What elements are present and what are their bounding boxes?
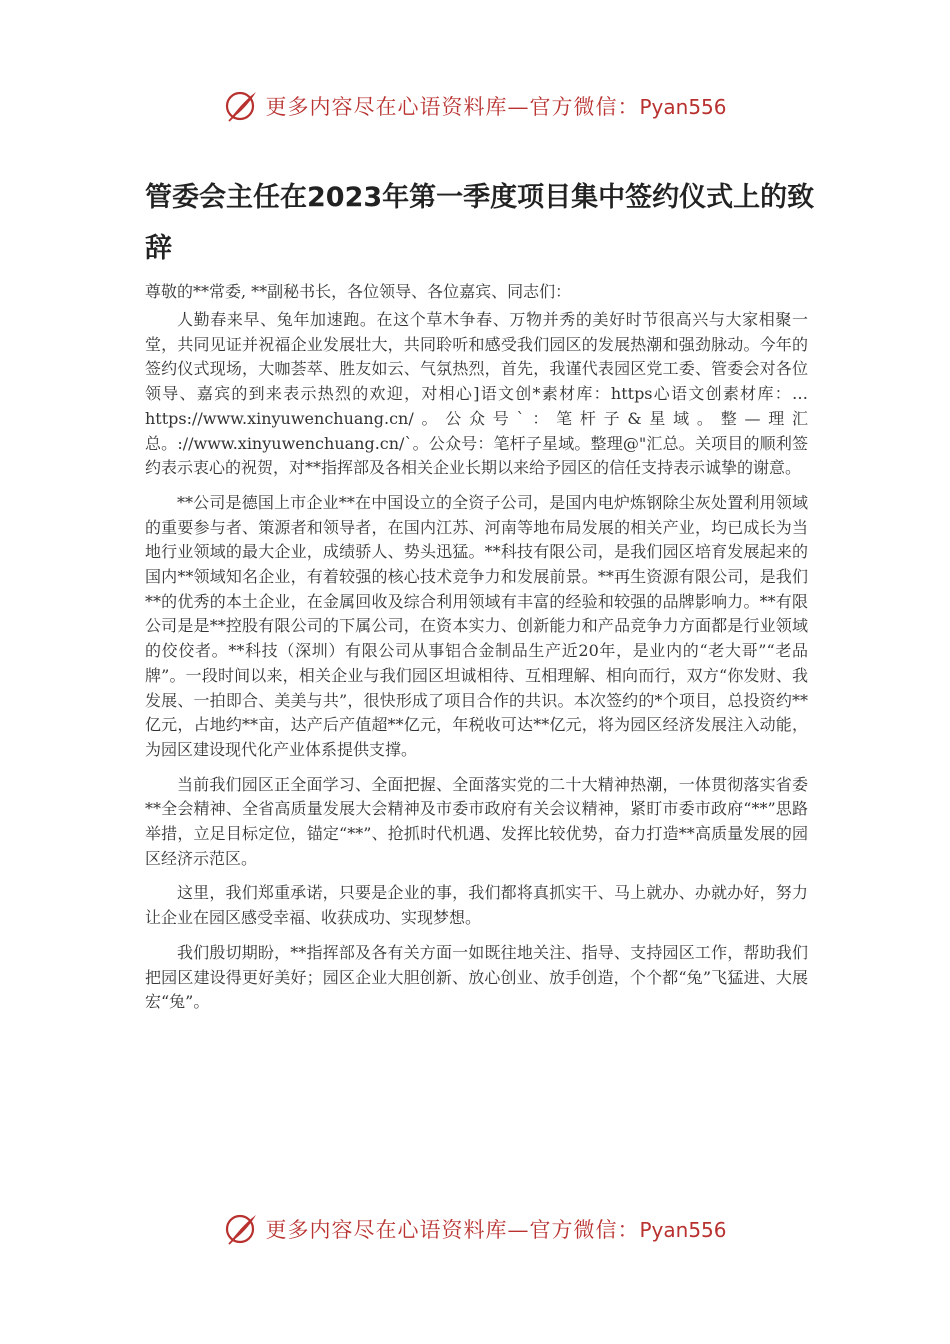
paragraph-4: 这里，我们郑重承诺，只要是企业的事，我们都将真抓实干、马上就办、办就办好，努力让企业在园区感受幸福、收获成功、实现梦想。 (145, 883, 808, 928)
watermark-wechat-id: Pyan556 (639, 95, 727, 119)
watermark-text (265, 1214, 726, 1244)
watermark-wechat-label: 官方微信： (529, 95, 640, 119)
watermark-dash: — (507, 95, 530, 119)
watermark-footer (0, 1209, 950, 1249)
paragraph-3: 当前我们园区正全面学习、全面把握、全面落实党的二十大精神热潮，一体贯彻落实省委**全会精神、全省高质量发展大会精神及市委市政府有关会议精神，紧盯市委市政府“**”思路举措，立足目标定位，锚定“**”、抢抓时代机遇、发挥比较优势，奋力打造**高质量发展的园区经济示范区。 (145, 774, 808, 868)
watermark-wechat-label: 官方微信： (529, 1218, 640, 1242)
paragraph-1: 人勤春来早、兔年加速跑。在这个草木争春、万物并秀的美好时节很高兴与大家相聚一堂，共同见证并祝福企业发展壮大，共同聆听和感受我们园区的发展热潮和强劲脉动。今年的签约仪式现场，大咖荟萃、胜友如云、气氛热烈，首先，我谨代表园区党工委、管委会对各位领导、嘉宾的到来表示热烈的欢迎，对相心]语文创*素材库：https心语文创素材库：…https://www.xinyuwenchuang.cn/。公众号`：笔杆子&星域。整—理汇总。://www.xinyuwenchuang.cn/`。公众号：笔杆子星域。整理@"汇总。关项目的顺利签约表示衷心的祝贺，对**指挥部及各相关企业长期以来给予园区的信任支持表示诚挚的谢意。 (145, 310, 808, 478)
watermark-dash: — (507, 1218, 530, 1242)
quill-pen-logo-icon (223, 1211, 259, 1247)
watermark-main: 更多内容尽在心语资料库 (265, 95, 508, 119)
paragraph-5: 我们殷切期盼，**指挥部及各有关方面一如既往地关注、指导、支持园区工作，帮助我们把园区建设得更好美好；园区企业大胆创新、放心创业、放手创造，个个都“兔”飞猛进、大展宏“兔”。 (145, 942, 808, 1012)
paragraph-2: **公司是德国上市企业**在中国设立的全资子公司，是国内电炉炼钢除尘灰处置利用领域的重要参与者、策源者和领导者，在国内江苏、河南等地布局发展的相关产业，均已成长为当地行业领域的最大企业，成绩骄人、势头迅猛。**科技有限公司，是我们园区培育发展起来的国内**领域知名企业，有着较强的核心技术竞争力和发展前景。**再生资源有限公司，是我们**的优秀的本土企业，在金属回收及综合利用领域有丰富的经验和较强的品牌影响力。**有限公司是是**控股有限公司的下属公司，在资本实力、创新能力和产品竞争力方面都是行业领域的佼佼者。**科技（深圳）有限公司从事铝合金制品生产近20年，是业内的“老大哥”“老品牌”。一段时间以来，相关企业与我们园区坦诚相待、互相理解、相向而行，双方“你发财、我发展、一拍即合、美美与共”，很快形成了项目合作的共识。本次签约的*个项目，总投资约**亿元，占地约**亩，达产后产值超**亿元，年税收可达**亿元，将为园区经济发展注入动能，为园区建设现代化产业体系提供支撑。 (145, 492, 808, 759)
watermark-main: 更多内容尽在心语资料库 (265, 1218, 508, 1242)
watermark-wechat-id: Pyan556 (639, 1218, 727, 1242)
document-body (145, 280, 808, 1025)
watermark-header (0, 86, 950, 126)
quill-pen-logo-icon (223, 88, 259, 124)
watermark-text (265, 91, 726, 121)
salutation: 尊敬的**常委, **副秘书长，各位领导、各位嘉宾、同志们： (145, 282, 572, 301)
document-title: 管委会主任在2023年第一季度项目集中签约仪式上的致辞 (145, 182, 815, 264)
